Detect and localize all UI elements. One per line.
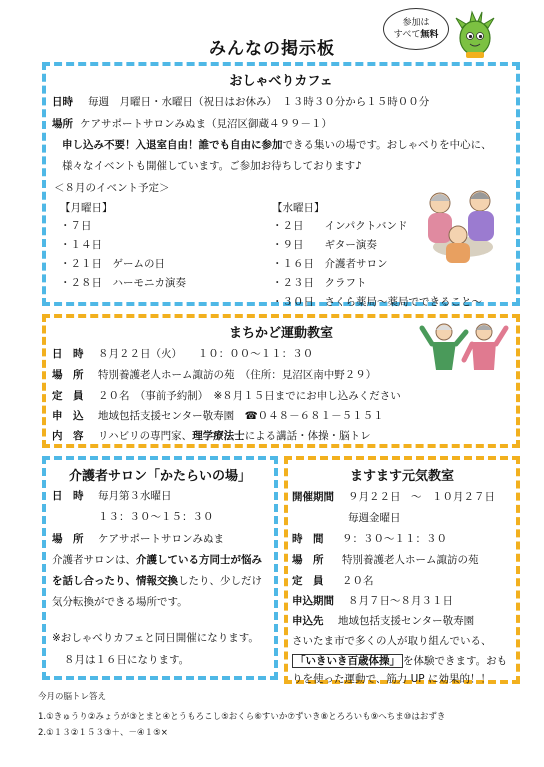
wednesday-item: ・２日 インパクトバンド: [272, 220, 408, 232]
genki-label: 時 間: [292, 533, 324, 545]
exercise-row: [52, 408, 384, 423]
events-heading: ＜８月のイベント予定＞: [54, 182, 170, 194]
salon-desc-line2: [52, 573, 262, 588]
genki-row: [348, 510, 401, 525]
salon-note1: ※おしゃべりカフェと同日開催になります。: [52, 632, 259, 644]
free-badge-line2: すべて: [393, 30, 421, 40]
salon-place: [52, 531, 224, 546]
genki-row: [292, 613, 474, 628]
exercise-value: ２０名 （事前予約制） ※８月１５日までにお申し込みください: [98, 390, 401, 402]
exercise-label: 日 時: [52, 348, 84, 360]
salon-title: 介護者サロン「かたらいの場」: [68, 469, 251, 484]
exercise-label: 定 員: [52, 390, 84, 402]
cafe-place-label: 場所: [52, 118, 73, 130]
genki-title: ますます元気教室: [349, 469, 454, 484]
genki-value: ８月７日～８月３１日: [348, 595, 453, 607]
salon-date-label: 日 時: [52, 490, 84, 502]
exercise-value-post: による講話・体操・脳トレ: [244, 430, 371, 442]
free-badge-line1: 参加は: [402, 18, 430, 28]
salon-desc-line1: [52, 552, 262, 567]
salon-time: １３：３０～１５：３０: [98, 511, 214, 523]
salon-place-label: 場 所: [52, 533, 84, 545]
monday-item: ・２８日 ハーモニカ演奏: [60, 277, 186, 289]
exercise-value: ８月２２日（火） １０：００～１１：３０: [98, 348, 314, 360]
cafe-desc-bold: 申し込み不要！入退室自由！誰でも自由に参加: [62, 139, 283, 151]
monday-item: ・７日: [60, 220, 92, 232]
genki-desc-line3: りを使った運動で、筋力 UP に効果的！！: [292, 673, 491, 685]
genki-label: 定 員: [292, 575, 324, 587]
free-badge-bold: 無料: [420, 30, 439, 40]
wednesday-item: ・３０日 さくら薬局～薬局でできること～: [272, 296, 482, 308]
exercise-value: 特別養護老人ホーム諏訪の苑 （住所：見沼区南中野２９）: [98, 369, 377, 381]
salon-desc-d: したり、少しだけ: [178, 575, 262, 587]
cafe-desc-line1: [62, 137, 492, 152]
exercise-row: [52, 346, 313, 361]
genki-value: ９月２２日 ～ １０月２７日: [348, 491, 495, 503]
genki-row: [292, 489, 495, 504]
cafe-title: おしゃべりカフェ: [229, 74, 333, 89]
monday-item: ・２１日 ゲームの日: [60, 258, 165, 270]
cafe-datetime: [52, 94, 429, 109]
cafe-place: [52, 116, 332, 131]
wednesday-heading: 【水曜日】: [272, 202, 325, 214]
genki-row: [292, 552, 479, 567]
exercise-value-bold: 理学療法士: [192, 430, 245, 442]
cafe-desc-line2: 様々なイベントも開催しています。ご参加お待ちしております♪: [62, 160, 362, 172]
exercise-row: [52, 367, 376, 382]
exercise-row: [52, 428, 371, 443]
salon-desc-a: 介護者サロンは、: [52, 554, 136, 566]
genki-value: 特別養護老人ホーム諏訪の苑: [342, 554, 479, 566]
genki-value: ２０名: [342, 575, 374, 587]
brain-teaser-answer1: 1.①きゅうり②みょうが③とまと④とうもろこし⑤おくら⑥すいか⑦ずいき⑧とろろいも⑨へちま⑩はおずき: [38, 712, 446, 722]
cafe-place-value: ケアサポートサロンみぬま（見沼区御蔵４９９－１）: [80, 118, 332, 130]
page-title: みんなの掲示板: [209, 39, 335, 59]
mascot-illustration: [452, 10, 498, 60]
wednesday-item: ・１６日 介護者サロン: [272, 258, 388, 270]
exercise-value: 地域包括支援センター敬寿園 ☎０４８－６８１－５１５１: [98, 410, 384, 422]
monday-item: ・１４日: [60, 239, 102, 251]
genki-label: 開催期間: [292, 491, 334, 503]
wednesday-item: ・２３日 クラフト: [272, 277, 367, 289]
salon-date: [52, 488, 172, 503]
exercise-label: 場 所: [52, 369, 84, 381]
salon-desc-line3: 気分転換ができる場所です。: [52, 596, 188, 608]
genki-row: [292, 593, 453, 608]
salon-desc-b: 介護している方同士が悩み: [136, 554, 262, 566]
exercising-people-illustration: [418, 320, 510, 378]
monday-heading: 【月曜日】: [60, 202, 113, 214]
genki-value: ９：３０～１１：３０: [342, 533, 447, 545]
genki-label: 申込期間: [292, 595, 334, 607]
genki-desc-line1: さいたま市で多くの人が取り組んでいる、: [292, 635, 492, 647]
salon-date-value: 毎月第３水曜日: [98, 490, 172, 502]
genki-value: 毎週金曜日: [348, 512, 401, 524]
genki-desc-rest: を体験できます。おも: [403, 655, 508, 667]
genki-label: 場 所: [292, 554, 324, 566]
exercise-value-pre: リハビリの専門家、: [98, 430, 193, 442]
salon-desc-c: を話し合ったり、情報交換: [52, 575, 178, 587]
salon-place-value: ケアサポートサロンみぬま: [98, 533, 224, 545]
exercise-label: 内 容: [52, 430, 84, 442]
free-badge: [383, 8, 449, 50]
genki-highlight: 「いきいき百歳体操」: [292, 654, 403, 668]
cafe-datetime-value: 毎週 月曜日・水曜日（祝日はお休み） １３時３０分から１５時００分: [88, 96, 430, 108]
wednesday-item: ・９日 ギター演奏: [272, 239, 377, 251]
genki-row: [292, 573, 374, 588]
brain-teaser-heading: 今月の脳トレ答え: [38, 692, 107, 702]
exercise-label: 申 込: [52, 410, 84, 422]
elderly-group-illustration: [418, 183, 508, 265]
brain-teaser-answer2: 2.①１３②１５３③＋、－④１⑤×: [38, 728, 168, 738]
genki-value: 地域包括支援センター敬寿園: [338, 615, 475, 627]
exercise-title: まちかど運動教室: [228, 326, 333, 341]
exercise-row: [52, 388, 401, 403]
salon-note2: ８月は１６日になります。: [64, 654, 190, 666]
cafe-datetime-label: 日時: [52, 96, 73, 108]
genki-row: [292, 531, 447, 546]
genki-desc-line2: [292, 653, 507, 668]
cafe-desc-rest: できる集いの場です。おしゃべりを中心に、: [282, 139, 492, 151]
genki-label: 申込先: [292, 615, 324, 627]
